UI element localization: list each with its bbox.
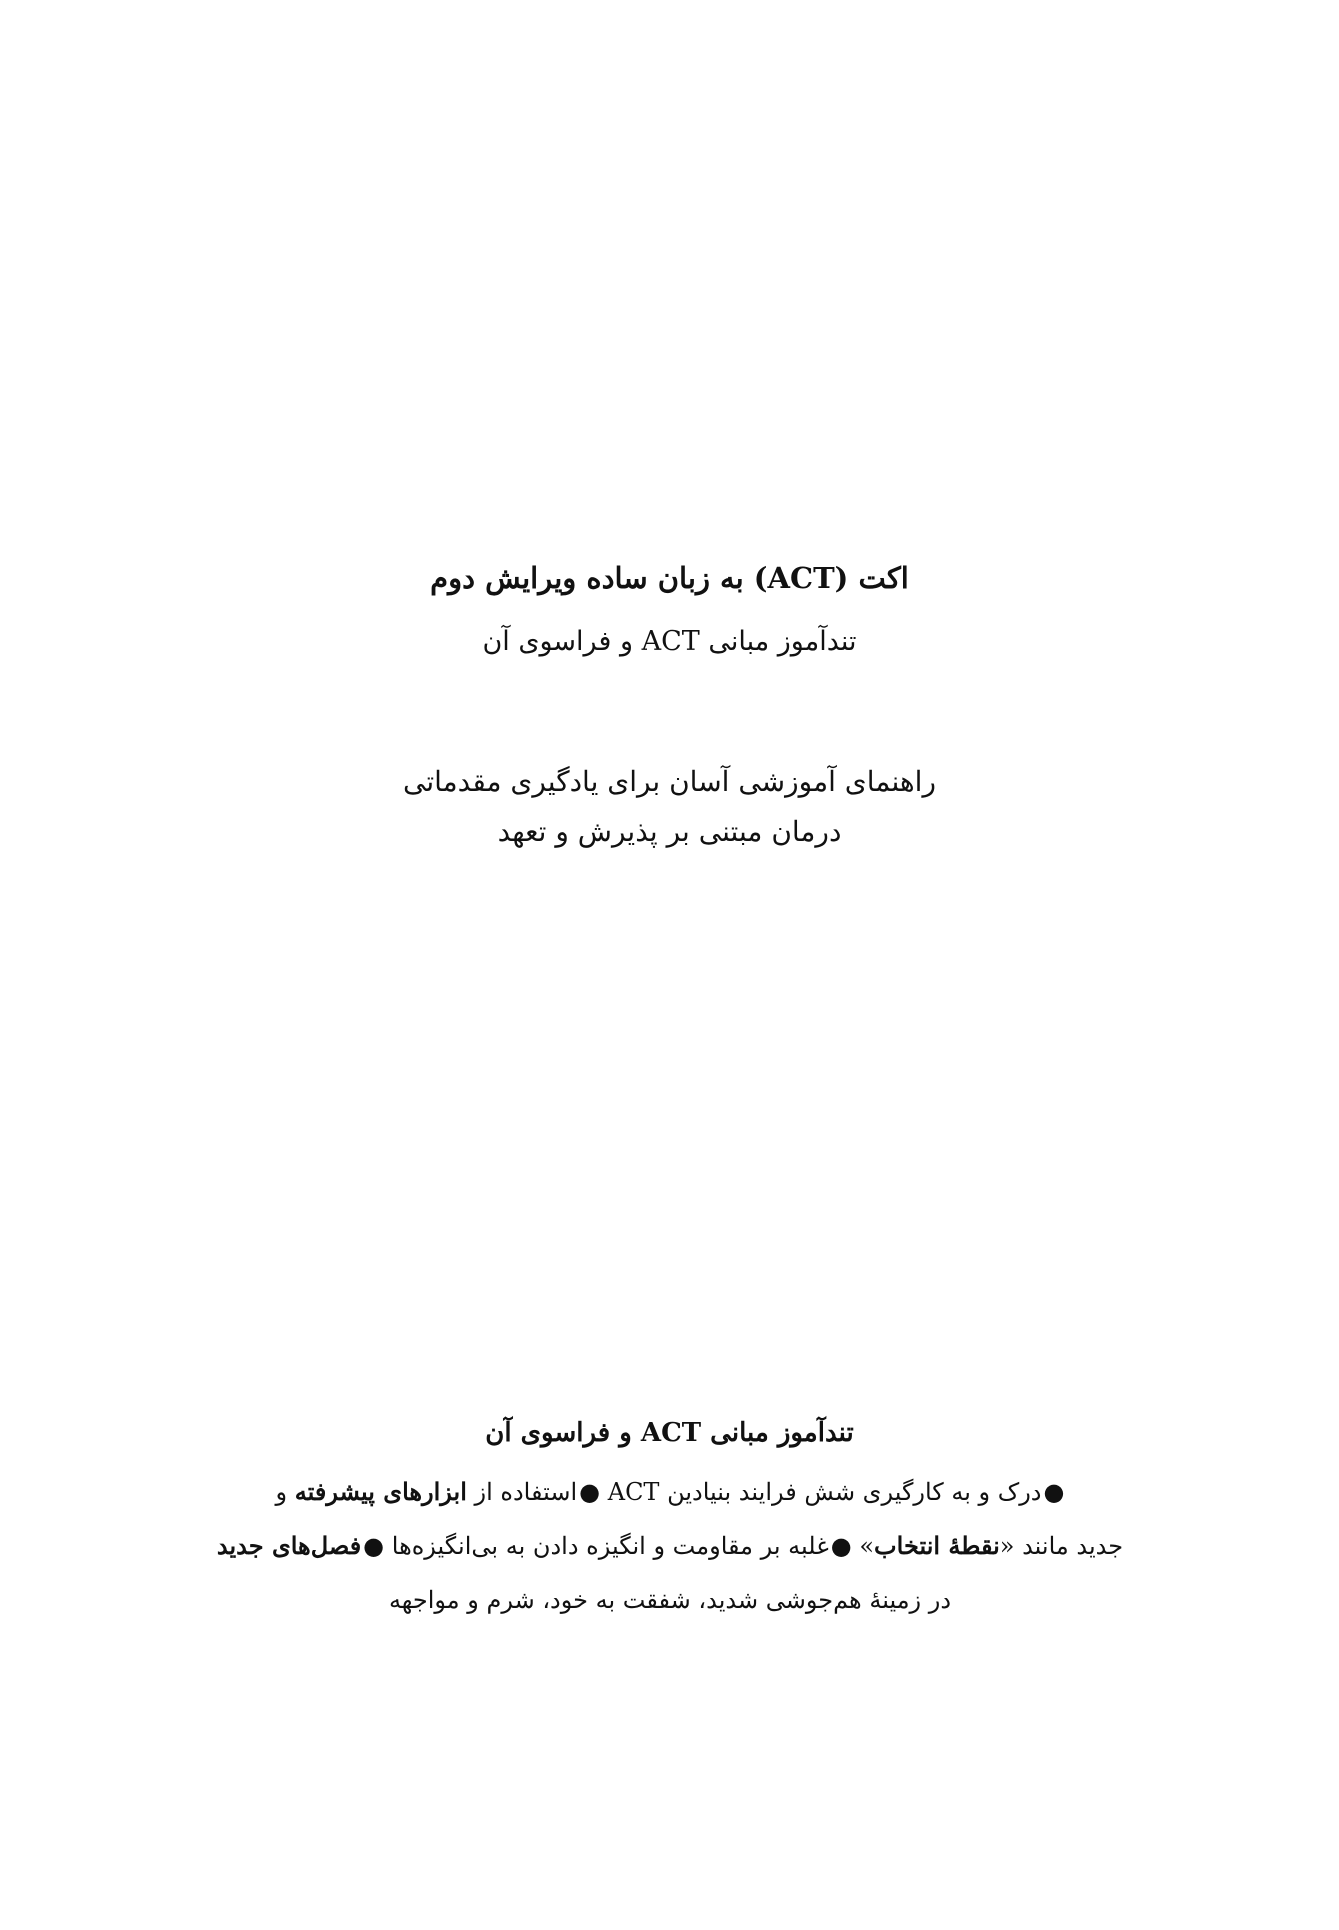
bullet-icon: ● [579,1478,601,1506]
blurb-line-1 [200,1465,1140,1519]
blurb-line-2-c: غلبه بر مقاومت و انگیزه دادن به بی‌انگیزه‌ها [384,1532,829,1560]
blurb-advanced-tools: ابزارهای پیشرفته [294,1477,467,1506]
blurb-line-2 [200,1519,1140,1573]
blurb-new-chapters: فصل‌های جدید [216,1531,362,1560]
bullet-icon: ● [830,1532,852,1560]
blurb-text [200,1465,1140,1627]
book-title: اکت (ACT) به زبان ساده ویرایش دوم [430,561,909,595]
blurb-line-1-b: استفاده از [466,1478,578,1506]
blurb-line-2-b: » [851,1532,875,1560]
blurb-line-2-a: جدید مانند « [999,1532,1124,1560]
book-subtitle: تندآموز مبانی ACT و فراسوی آن [482,626,857,657]
guide-line-2: درمان مبتنی بر پذیرش و تعهد [497,815,842,848]
blurb-choice-point: نقطهٔ انتخاب [874,1531,1000,1560]
blurb-heading: تندآموز مبانی ACT و فراسوی آن [485,1418,854,1448]
blurb-line-1-a: درک و به کارگیری شش فرایند بنیادین ACT [600,1478,1042,1506]
blurb-line-3: در زمینهٔ هم‌جوشی شدید، شفقت به خود، شرم و مواجهه [388,1586,952,1614]
guide-description [0,757,1339,857]
bullet-icon: ● [1043,1478,1065,1506]
guide-line-1: راهنمای آموزشی آسان برای یادگیری مقدماتی [403,765,936,798]
blurb-line-1-c: و [275,1478,295,1506]
bullet-icon: ● [363,1532,385,1560]
